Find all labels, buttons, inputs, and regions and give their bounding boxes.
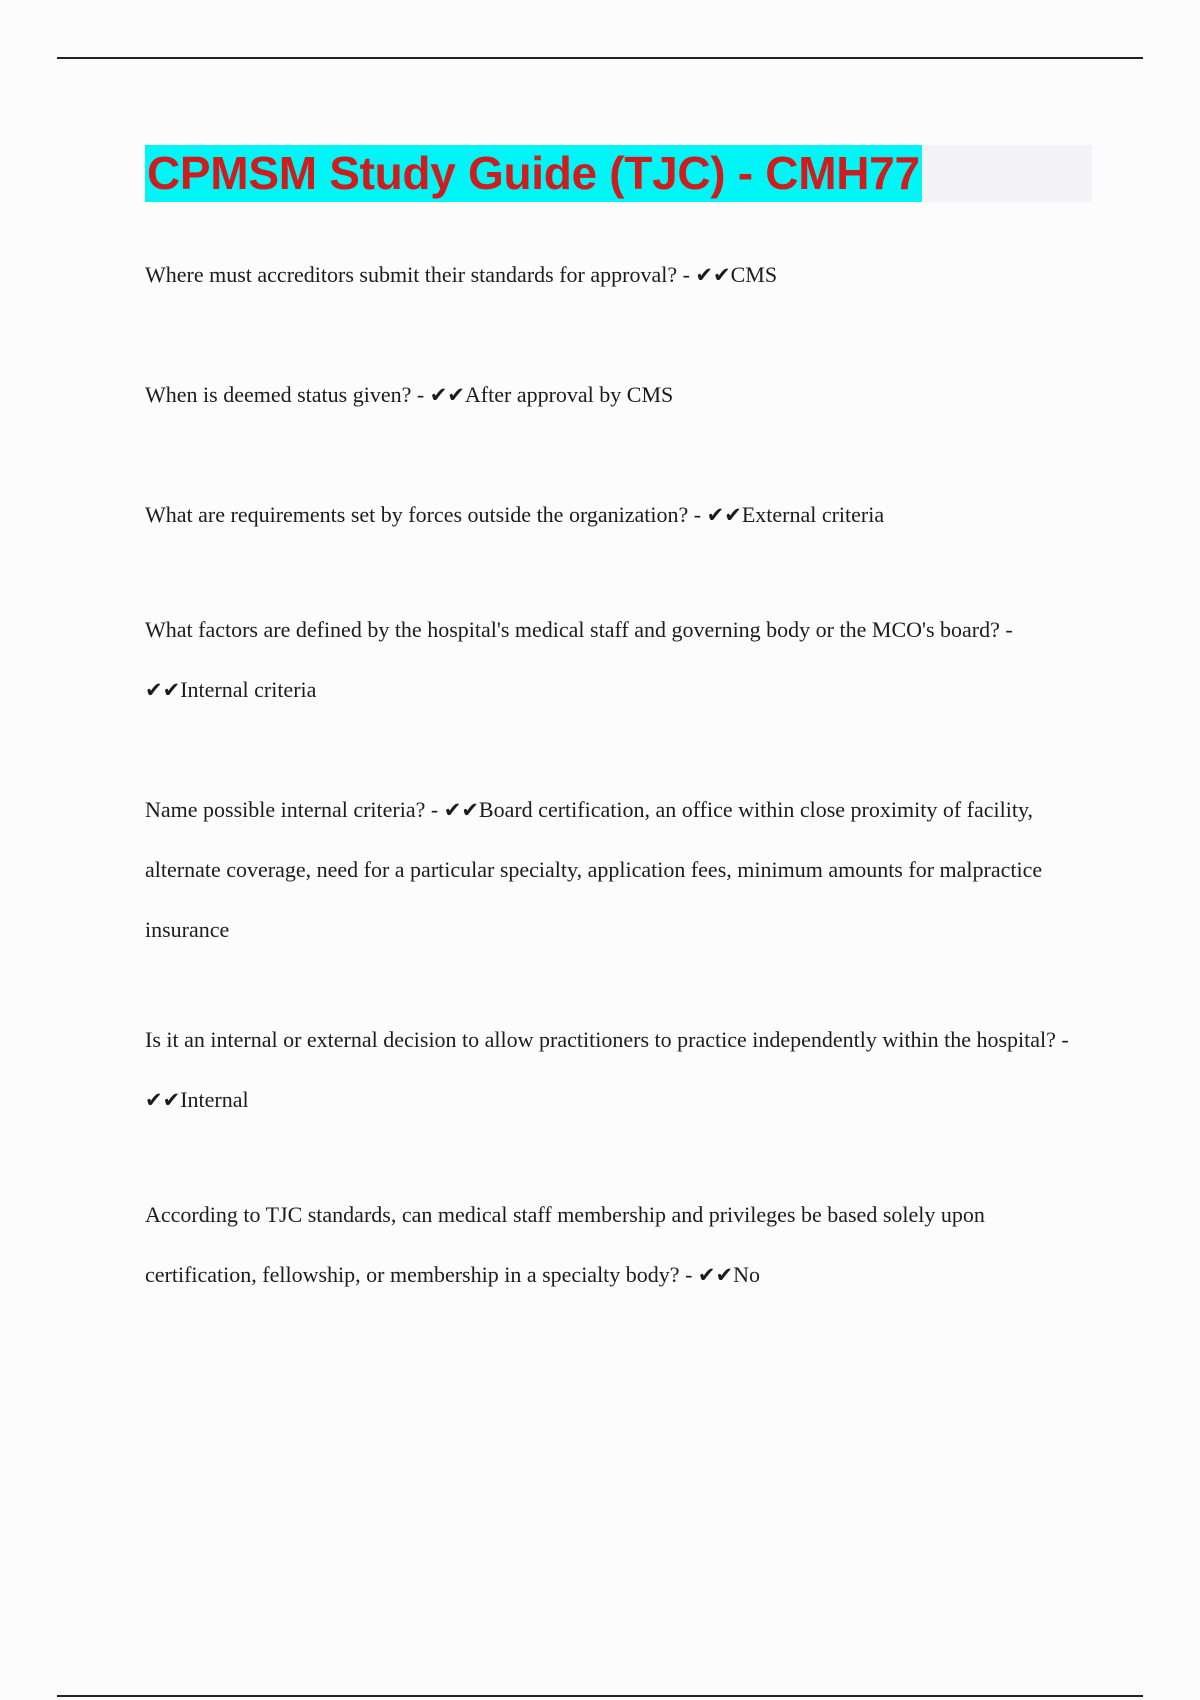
qa-item-4 [145, 600, 1090, 720]
double-check-icon: ✔✔ [695, 263, 731, 287]
qa-item-6 [145, 1010, 1090, 1130]
double-check-icon: ✔✔ [429, 383, 465, 407]
double-check-icon: ✔✔ [145, 678, 181, 702]
document-title: CPMSM Study Guide (TJC) - CMH77 [145, 145, 922, 202]
answer: Internal [180, 1087, 249, 1112]
double-check-icon: ✔✔ [443, 798, 479, 822]
question: Where must accreditors submit their standards for approval? - [145, 262, 696, 287]
answer: After approval by CMS [464, 382, 674, 407]
question: What are requirements set by forces outside the organization? - [145, 502, 707, 527]
question: According to TJC standards, can medical staff membership and privileges be based solely upon certification, fellowship, or membership in a specialty body? - [145, 1202, 985, 1287]
qa-item-3 [145, 485, 1090, 545]
qa-item-1 [145, 245, 1090, 305]
question: What factors are defined by the hospital's medical staff and governing body or the MCO's board? - [145, 617, 1013, 642]
header-rule [57, 57, 1143, 59]
question: Name possible internal criteria? - [145, 797, 444, 822]
answer: No [733, 1262, 760, 1287]
double-check-icon: ✔✔ [697, 1263, 734, 1287]
question: Is it an internal or external decision to allow practitioners to practice independently within the hospital? - [145, 1027, 1069, 1052]
qa-item-5 [145, 780, 1090, 960]
answer: CMS [730, 262, 778, 287]
question: When is deemed status given? - [145, 382, 430, 407]
qa-item-7 [145, 1185, 1090, 1305]
footer-rule [57, 1695, 1143, 1697]
answer: External criteria [741, 502, 885, 527]
answer: Internal criteria [180, 677, 317, 702]
double-check-icon: ✔✔ [145, 1088, 181, 1112]
qa-item-2 [145, 365, 1090, 425]
double-check-icon: ✔✔ [706, 503, 742, 527]
answer: Board certification, an office within close proximity of facility, alternate coverage, need for a particular specialty, application fees, minimum amounts for malpractice insurance [145, 797, 1043, 942]
